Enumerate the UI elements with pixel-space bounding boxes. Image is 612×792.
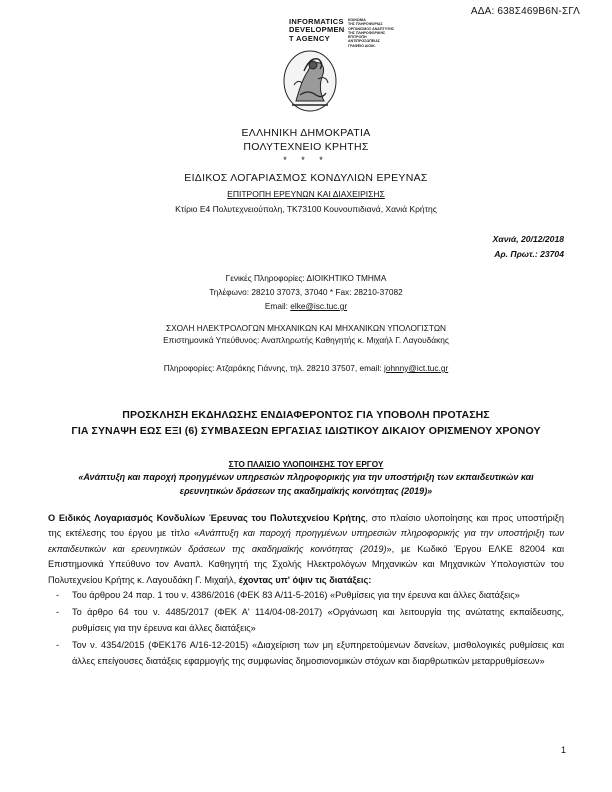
law-list — [48, 588, 564, 669]
header-university: ΠΟΛΥΤΕΧΝΕΙΟ ΚΡΗΤΗΣ — [243, 141, 369, 153]
general-info: Γενικές Πληροφορίες: ΔΙΟΙΚΗΤΙΚΟ ΤΜΗΜΑ — [225, 273, 387, 283]
header-research-account: ΕΙΔΙΚΟΣ ΛΟΓΑΡΙΑΣΜΟΣ ΚΟΝΔΥΛΙΩΝ ΕΡΕΥΝΑΣ — [184, 172, 428, 184]
header-republic: ΕΛΛΗΝΙΚΗ ΔΗΜΟΚΡΑΤΙΑ — [241, 127, 371, 139]
email-link[interactable]: elke@isc.tuc.gr — [290, 301, 348, 311]
body-paragraph — [48, 511, 564, 671]
project-title-line1: «Ανάπτυξη και παροχή προηγμένων υπηρεσιών πληροφορικής για την υποστήριξη των εκπαιδευτικών και — [78, 472, 534, 482]
contact-info-line — [0, 363, 612, 373]
logo-left-line: INFORMATICS — [289, 17, 344, 26]
page-number: 1 — [560, 745, 566, 755]
document-date: Χανιά, 20/12/2018 — [492, 234, 564, 244]
contact-info-prefix: Πληροφορίες: Ατζαράκης Γιάννης, τηλ. 28210 37507, email: — [163, 363, 384, 373]
protocol-number: Αρ. Πρωτ.: 23704 — [494, 249, 564, 259]
law-text: Το άρθρο 64 του ν. 4485/2017 (ΦΕΚ Α' 114/04-08-2017) «Οργάνωση και λειτουργία της ανώτατης εκπαίδευσης, ρυθμίσεις για την έρευνα και άλλες διατάξεις» — [72, 607, 564, 633]
logo-right-line: ΤΗΣ ΠΛΗΡΟΦΟΡΙΚΗΣ — [348, 30, 386, 35]
phone-fax: Τηλέφωνο: 28210 37073, 37040 * Fax: 28210-37082 — [209, 287, 403, 297]
logo-right-line: ΕΠΙΤΡΟΠΗ — [348, 35, 367, 40]
header-address: Κτίριο Ε4 Πολυτεχνειούπολη, ΤΚ73100 Κουνουπιδιανά, Χανιά Κρήτης — [175, 204, 437, 214]
law-text: Τον ν. 4354/2015 (ΦΕΚ176 Α/16-12-2015) «Διαχείριση των μη εξυπηρετούμενων δανείων, μισθολογικές ρυθμίσεις και άλλες επείγουσες διατάξεις εφαρμογής της συμφωνίας δημοσιονομικών στόχων και διαρθρωτικών μεταρρυθμίσεων» — [72, 640, 564, 666]
logo-right-line: ΑΝΤΙΠΡΟΣΩΠΕΙΑΣ — [348, 39, 380, 44]
organization-name: Ο Ειδικός Λογαριασμός Κονδυλίων Έρευνας του Πολυτεχνείου Κρήτης — [48, 513, 366, 523]
list-item — [48, 638, 564, 669]
list-dash: - — [56, 590, 60, 601]
university-seal-icon — [282, 49, 338, 113]
logo-right-line: ΓΡΑΦΕΙΟ ΔΙΟΙΚ. — [348, 43, 376, 48]
project-title-inline: Ανάπτυξη και παροχή προηγμένων υπηρεσιών πληροφορικής για την υποστήριξη των εκπαιδευτικών και ερευνητικών δράσεων της ακαδημαϊκής κοινότητας (2019) — [48, 528, 564, 554]
list-dash: - — [56, 640, 60, 651]
intro-text-2: », με Κωδικό Έργου ΕΛΚΕ 82004 και Επιστημονικά Υπεύθυνο τον Αναπλ. Καθηγητή της Σχολής Ηλεκτρολόγων Μηχανικών και Μηχανικών Υπολογιστών του Πολυτεχνείου Κρήτης κ. Λαγουδάκη Γ. Μιχαήλ, — [48, 543, 564, 585]
informatics-agency-logo-subtext — [348, 18, 408, 48]
logo-right-line: ΤΗΣ ΠΛΗΡΟΦΟΡΙΑΣ — [348, 22, 383, 27]
scientific-supervisor: Επιστημονικά Υπεύθυνος: Αναπληρωτής Καθηγητής κ. Μιχαήλ Γ. Λαγουδάκης — [163, 335, 449, 345]
law-text: Του άρθρου 24 παρ. 1 του ν. 4386/2016 (ΦΕΚ 83 Α/11-5-2016) «Ρυθμίσεις για την έρευνα και άλλες διατάξεις» — [72, 590, 520, 601]
logo-right-line: ΚΟΙΝΩΝΙΑ — [348, 18, 366, 22]
list-item — [48, 605, 564, 636]
list-item — [48, 588, 564, 603]
logo-right-line: ΟΡΓΑΝΙΣΜΟΣ ΑΝΑΠΤΥΞΗΣ — [348, 26, 395, 31]
logo-left-line: T AGENCY — [289, 33, 330, 43]
intro-closing: έχοντας υπ' όψιν τις διατάξεις: — [238, 574, 372, 585]
project-title-line2: ερευνητικών δράσεων της ακαδημαϊκής κοινότητας (2019)» — [179, 486, 433, 496]
email-label: Email: — [264, 301, 291, 311]
ada-code: ΑΔΑ: 638Σ469Β6Ν-ΣΓΛ — [470, 6, 580, 17]
header-stars: * * * — [283, 155, 329, 165]
logo-left-line: DEVELOPMEN — [289, 25, 345, 35]
email-line — [0, 301, 612, 311]
school-name: ΣΧΟΛΗ ΗΛΕΚΤΡΟΛΟΓΩΝ ΜΗΧΑΝΙΚΩΝ ΚΑΙ ΜΗΧΑΝΙΚΩΝ ΥΠΟΛΟΓΙΣΤΩΝ — [165, 323, 447, 333]
intro-paragraph — [48, 511, 564, 588]
contact-email-link[interactable]: johnny@ict.tuc.gr — [383, 363, 449, 373]
invitation-title-line1: ΠΡΟΣΚΛΗΣΗ ΕΚΔΗΛΩΣΗΣ ΕΝΔΙΑΦΕΡΟΝΤΟΣ ΓΙΑ ΥΠΟΒΟΛΗ ΠΡΟΤΑΣΗΣ — [122, 409, 490, 421]
informatics-agency-logo-text — [289, 18, 345, 43]
intro-text-1: , στο πλαίσιο υλοποίησης και προς υποστήριξη της εκτέλεσης του έργου με τίτλο « — [48, 513, 564, 539]
list-dash: - — [56, 607, 60, 618]
header-committee: ΕΠΙΤΡΟΠΗ ΕΡΕΥΝΩΝ ΚΑΙ ΔΙΑΧΕΙΡΙΣΗΣ — [227, 189, 385, 199]
invitation-title-line2: ΓΙΑ ΣΥΝΑΨΗ ΕΩΣ ΕΞΙ (6) ΣΥΜΒΑΣΕΩΝ ΕΡΓΑΣΙΑΣ ΙΔΙΩΤΙΚΟΥ ΔΙΚΑΙΟΥ ΟΡΙΣΜΕΝΟΥ ΧΡΟΝΟΥ — [71, 425, 541, 437]
project-heading: ΣΤΟ ΠΛΑΙΣΙΟ ΥΛΟΠΟΙΗΣΗΣ ΤΟΥ ΕΡΓΟΥ — [228, 460, 384, 469]
